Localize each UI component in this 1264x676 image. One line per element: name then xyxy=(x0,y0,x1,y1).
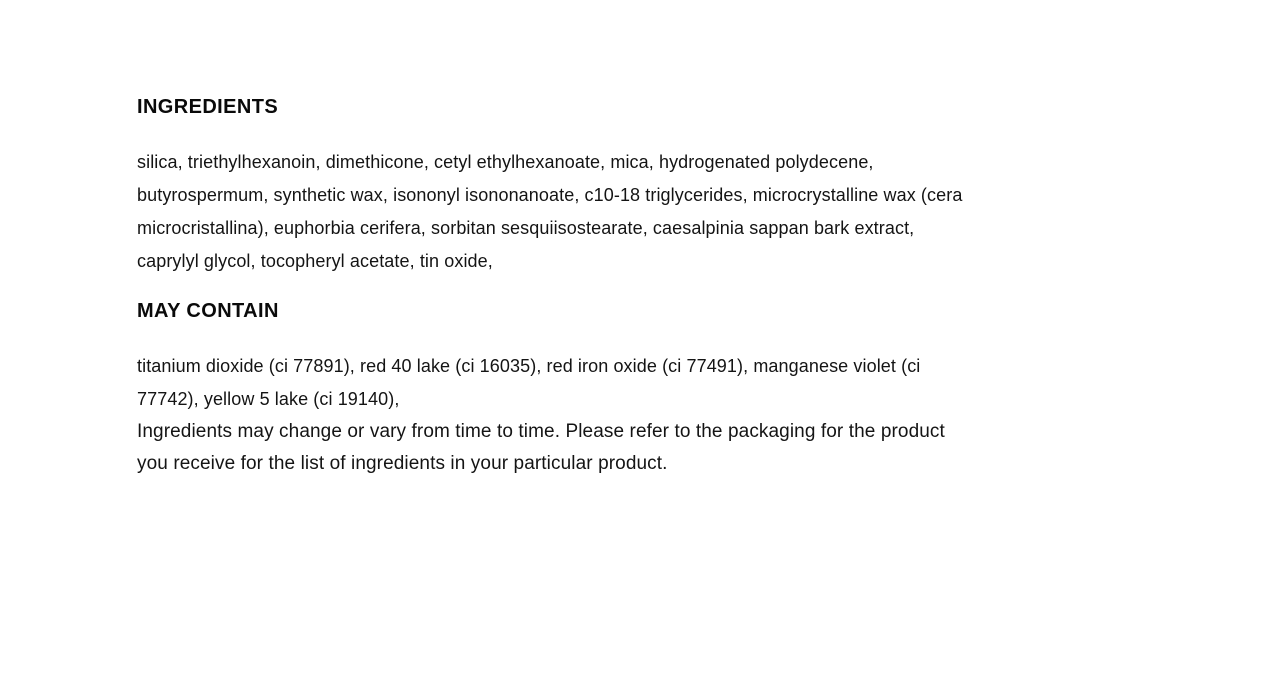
ingredients-content xyxy=(137,96,967,480)
ingredients-list: silica, triethylhexanoin, dimethicone, cetyl ethylhexanoate, mica, hydrogenated polydecene, butyrospermum, synthetic wax, isononyl isononanoate, c10-18 triglycerides, microcrystalline wax (cera microcristallina), euphorbia cerifera, sorbitan sesquiisostearate, caesalpinia sappan bark extract, caprylyl glycol, tocopheryl acetate, tin oxide, xyxy=(137,152,963,271)
may-contain-heading: MAY CONTAIN xyxy=(137,300,279,322)
ingredients-heading: INGREDIENTS xyxy=(137,96,279,118)
may-contain-list: titanium dioxide (ci 77891), red 40 lake (ci 16035), red iron oxide (ci 77491), manganese violet (ci 77742), yellow 5 lake (ci 19140), xyxy=(137,356,921,409)
ingredients-disclaimer: Ingredients may change or vary from time to time. Please refer to the packaging for the product you receive for the list of ingredients in your particular product. xyxy=(137,421,945,474)
